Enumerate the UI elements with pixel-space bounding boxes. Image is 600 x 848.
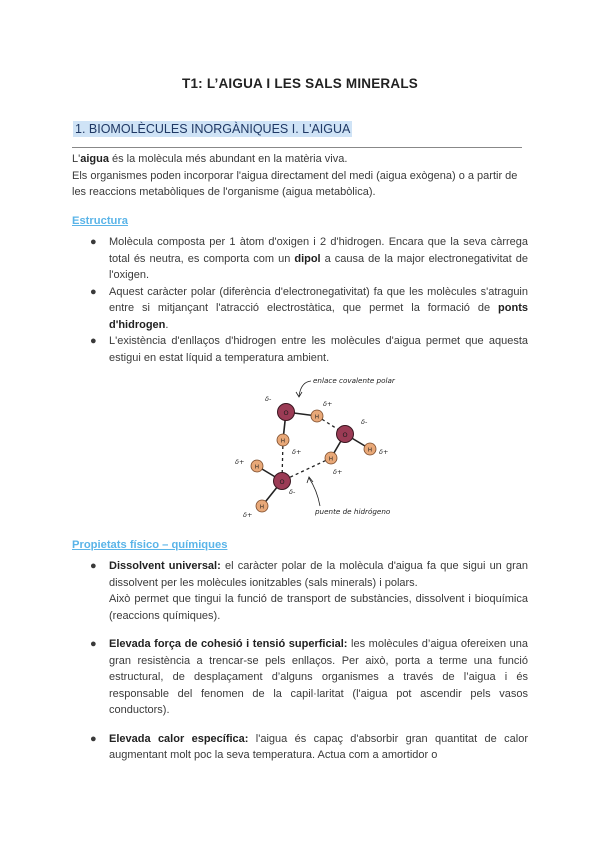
propietats-heading: Propietats físico – químiques	[72, 539, 228, 551]
b1-pre: Molècula composta per 1 àtom d'oxigen i 2 d'hidrogen. Encara que la seva càrrega total és neutra, es comporta com un	[109, 236, 528, 265]
charge-label: δ-	[289, 488, 296, 496]
covalent-bonds	[254, 412, 373, 506]
p3-bold: Elevada calor específica:	[109, 732, 249, 745]
b2-post: .	[165, 318, 169, 331]
p1-text: el caràcter polar de la molècula d'aigua fa que sigui un gran dissolvent per les molècules ionitzables (sals minerals) i polars.	[109, 560, 528, 589]
intro-paragraph	[72, 151, 528, 201]
list-item: ● Elevada força de cohesió i tensió superficial: les molècules d’aigua ofereixen una gran resistència a trencar-se pels enllaços. Per això, porta a terme una funció estructural, de desplaçament d’alguns organismes a través de l’aigua i és responsable del fenomen de la capil·laritat (l'aigua pot ascendir pels vasos conductors).	[90, 638, 528, 716]
charge-label: δ+	[292, 448, 302, 456]
propietats-list	[72, 558, 528, 764]
list-item: ● Elevada calor específica: l'aigua és capaç d'absorbir gran quantitat de calor augmentant molt poc la seva temperatura. Actua com a amortidor o	[90, 732, 528, 761]
p1-line2: Això permet que tingui la funció de transport de substàncies, dissolvent i bioquímica (reaccions químiques).	[109, 593, 528, 622]
intro-bold: aigua	[80, 153, 109, 165]
charge-label: δ+	[379, 448, 389, 456]
b2-pre: Aquest caràcter polar (diferència d'electronegativitat) fa que les molècules s'atraguin entre si mitjançant l'atracció electrostàtica, que permet la formació de	[109, 285, 528, 314]
p2-bold: Elevada força de cohesió i tensió superficial:	[109, 638, 348, 650]
list-item: ● Molècula composta per 1 àtom d'oxigen i 2 d'hidrogen. Encara que la seva càrrega total és neutra, es comporta com un dipol a causa de la major electronegativitat de l'oxigen.	[90, 236, 528, 281]
atom-label: O	[279, 478, 285, 486]
water-hydrogen-bond-diagram	[225, 372, 425, 524]
p2-text: les molècules d’aigua ofereixen una gran resistència a trencar-se pels enllaços. Per això, porta a terme una funció estructural, de desplaçament d’alguns organismes a través de l’aigua i és responsable del fenomen de la capil·laritat (l'aigua pot ascendir pels vasos conductors).	[109, 638, 528, 716]
b1-post: a causa de la major electronegativitat de l'oxigen.	[109, 252, 528, 281]
charge-label: δ+	[333, 468, 343, 476]
atom-label: O	[283, 409, 289, 417]
list-spacer	[72, 624, 528, 636]
b3-text: L'existència d'enllaços d'hidrogen entre les molècules d'aigua permet que aquesta estigui en estat líquid a temperatura ambient.	[109, 335, 528, 364]
intro-line2: Els organismes poden incorporar l'aigua directament del medi (aigua exògena) o a partir de les reaccions metabòliques de l'organisme (aigua metabòlica).	[72, 169, 518, 198]
intro-pre: L'	[72, 153, 81, 165]
intro-post: és la molècula més abundant en la matèria viva.	[108, 153, 348, 165]
charge-label: δ+	[243, 511, 253, 519]
atom-label: H	[314, 414, 320, 421]
b1-bold: dipol	[294, 252, 321, 265]
covalent-bond-label: enlace covalente polar	[313, 376, 395, 385]
atom-label: H	[367, 447, 373, 454]
p1-bold: Dissolvent universal:	[109, 560, 221, 572]
p3-text: l'aigua és capaç d'absorbir gran quantitat de calor augmentant molt poc la seva temperatura. Actua com a amortidor o	[109, 732, 528, 761]
b2-bold: ponts d'hidrogen	[109, 302, 528, 331]
list-item: ● Dissolvent universal: el caràcter polar de la molècula d'aigua fa que sigui un gran dissolvent per les molècules ionitzables (sals minerals) i polars. Això permet que tingui la funció de transport de substàncies, dissolvent i bioquímica (reaccions químiques).	[72, 558, 528, 624]
page-title: T1: L’AIGUA I LES SALS MINERALS	[182, 76, 418, 91]
section-heading: 1. BIOMOLÈCULES INORGÀNIQUES I. L'AIGUA	[75, 122, 351, 136]
charge-label: δ-	[265, 395, 272, 403]
list-spacer	[72, 719, 528, 731]
atom-label: H	[254, 464, 260, 471]
atom-label: H	[328, 456, 334, 463]
atom-label: H	[280, 438, 286, 445]
estructura-heading: Estructura	[72, 215, 128, 227]
list-item: ● L'existència d'enllaços d'hidrogen entre les molècules d'aigua permet que aquesta estigui en estat líquid a temperatura ambient.	[90, 335, 528, 364]
list-item: ● Aquest caràcter polar (diferència d'electronegativitat) fa que les molècules s'atraguin entre si mitjançant l'atracció electrostàtica, que permet la formació de ponts d'hidrogen.	[90, 285, 528, 331]
arrow-icon	[309, 478, 320, 506]
section-divider	[72, 147, 522, 148]
charge-label: δ+	[323, 400, 333, 408]
atom-label: O	[342, 431, 348, 439]
atom-label: H	[259, 504, 265, 511]
hydrogen-bond-label: puente de hidrógeno	[315, 507, 391, 516]
charge-label: δ-	[361, 418, 368, 426]
charge-label: δ+	[235, 458, 245, 466]
estructura-list	[72, 234, 528, 366]
